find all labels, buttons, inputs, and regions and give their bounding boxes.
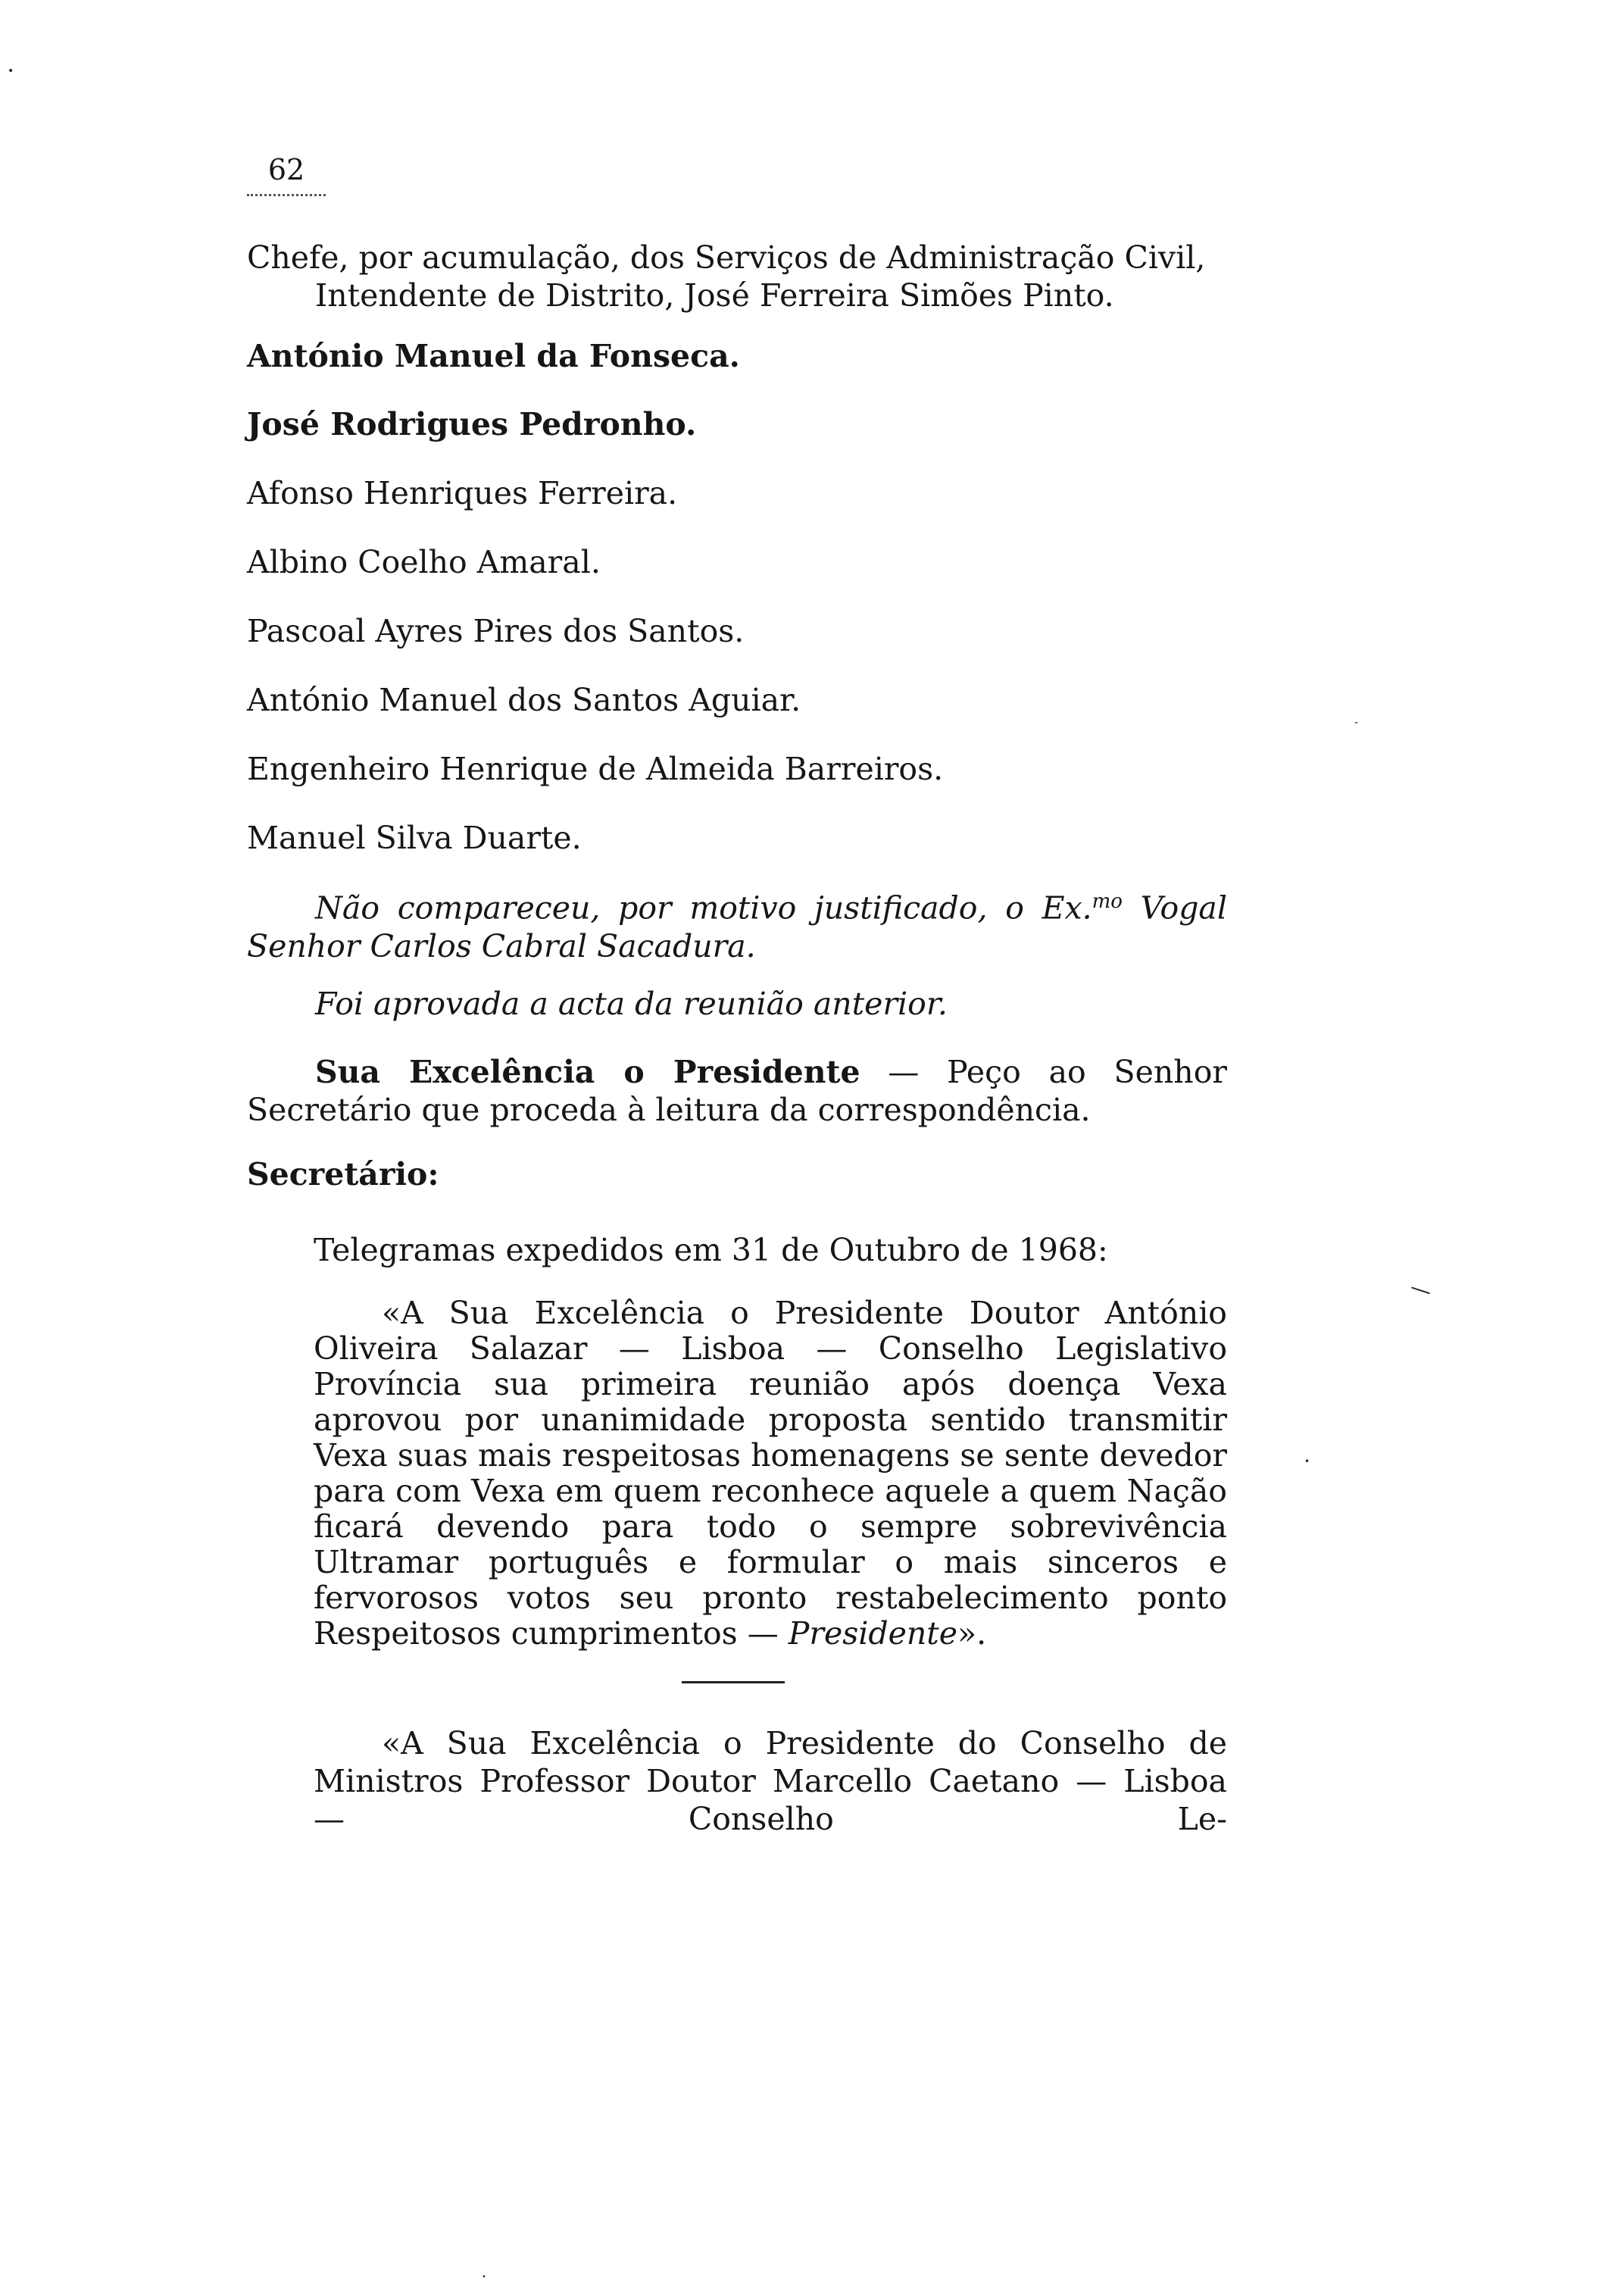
section-separator (682, 1681, 785, 1683)
scan-speck: • (8, 65, 14, 77)
president-speech (247, 1053, 1227, 1129)
scan-speck: — (1407, 1274, 1435, 1305)
page-number: 62 (247, 152, 326, 196)
telegram-1 (314, 1296, 1227, 1652)
absence-text: Não compareceu, por motivo justificado, o Ex. (315, 889, 1092, 927)
approval-note: Foi aprovada a acta da reunião anterior. (315, 986, 948, 1022)
member-name: Albino Coelho Amaral. (247, 544, 601, 580)
speech-text: — Peço ao Senhor Secretário que proceda à leitura da correspondência. (247, 1054, 1227, 1128)
secretary-label: Secretário: (247, 1156, 439, 1192)
scan-speck: • (482, 2273, 486, 2281)
member-name: António Manuel dos Santos Aguiar. (247, 682, 801, 718)
scan-speck: • (1304, 1456, 1310, 1467)
member-name: Engenheiro Henrique de Almeida Barreiros. (247, 751, 944, 787)
speaker-name: Sua Excelência o Presidente (315, 1054, 860, 1090)
telegram-1-closing: ». (957, 1615, 987, 1652)
member-name: Afonso Henriques Ferreira. (247, 475, 678, 511)
absence-note (247, 883, 1227, 965)
telegrams-intro: Telegramas expedidos em 31 de Outubro de 1968: (314, 1232, 1108, 1268)
absence-superscript: mo (1092, 890, 1123, 913)
header-paragraph (247, 239, 1227, 314)
scan-speck: - (1354, 717, 1359, 729)
member-name: Manuel Silva Duarte. (247, 820, 582, 856)
member-name: José Rodrigues Pedronho. (247, 406, 697, 442)
header-line-1: Chefe, por acumulação, dos Serviços de Administração Civil, (247, 239, 1206, 276)
telegram-1-signature: Presidente (788, 1615, 958, 1652)
absence-text-rest: Vogal Senhor Carlos Cabral Sacadura. (247, 889, 1227, 964)
member-name: Pascoal Ayres Pires dos Santos. (247, 613, 745, 649)
header-line-2: Intendente de Distrito, José Ferreira Simões Pinto. (315, 277, 1114, 314)
telegram-1-text: «A Sua Excelência o Presidente Doutor António Oliveira Salazar — Lisboa — Conselho Legislativo Província sua primeira reunião após doença Vexa aprovou por unanimidade proposta sentido transmitir Vexa suas mais respeitosas homenagens se sente devedor para com Vexa em quem reconhece aquele a quem Nação ficará devendo para todo o sempre sobrevivência Ultramar português e formular o mais sinceros e fervorosos votos seu pronto restabelecimento ponto Respeitosos cumprimentos — (314, 1295, 1227, 1652)
member-name: António Manuel da Fonseca. (247, 338, 740, 374)
telegram-2: «A Sua Excelência o Presidente do Conselho de Ministros Professor Doutor Marcello Caetano — Lisboa — Conselho Le- (314, 1725, 1227, 1837)
